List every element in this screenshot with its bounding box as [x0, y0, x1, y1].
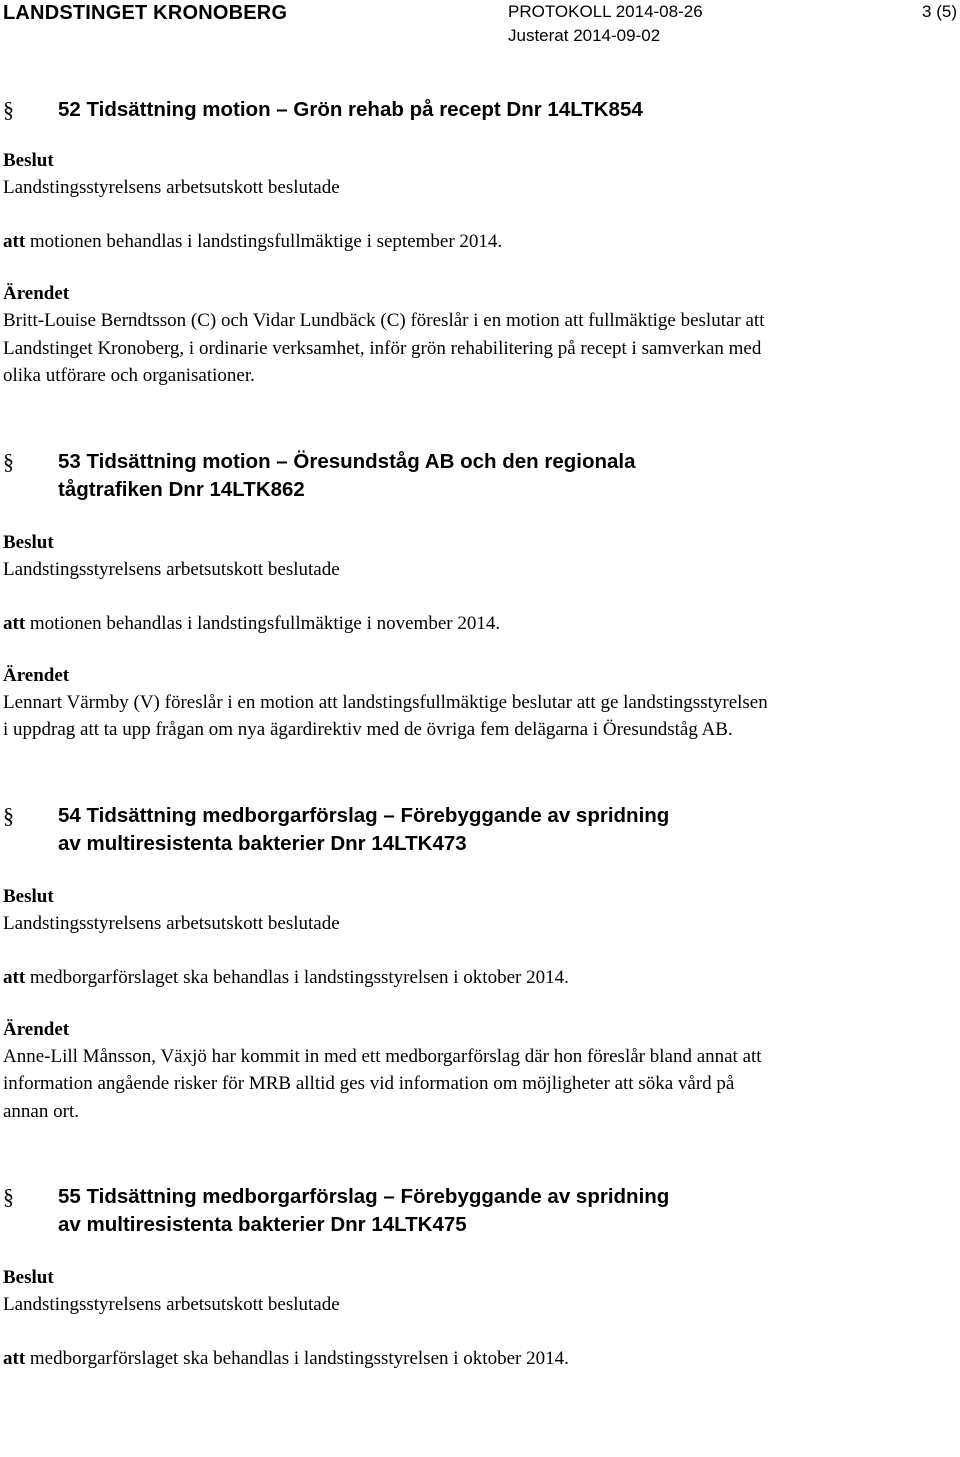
- heading-line-2: av multiresistenta bakterier Dnr 14LTK473: [58, 831, 467, 855]
- decision-line: [3, 228, 953, 255]
- section-heading: [3, 96, 758, 124]
- paragraph-sign: §: [3, 448, 14, 474]
- heading-line-2: av multiresistenta bakterier Dnr 14LTK475: [58, 1213, 467, 1236]
- section-heading: [3, 1183, 758, 1239]
- heading-line-1: 54 Tidsättning medborgarförslag – Förebyggande av spridning: [58, 803, 670, 827]
- section-heading: [3, 448, 758, 504]
- adjusted-date: Justerat 2014-09-02: [508, 26, 661, 45]
- decision-text: medborgarförslaget ska behandlas i landstingsstyrelsen i oktober 2014.: [29, 966, 569, 988]
- decision-line: [3, 610, 953, 637]
- att-word: att: [3, 612, 26, 634]
- arendet-label: Ärendet: [3, 283, 70, 304]
- protocol-date: PROTOKOLL 2014-08-26: [508, 2, 703, 21]
- decision-text: motionen behandlas i landstingsfullmäktige i november 2014.: [29, 612, 501, 634]
- arendet-label: Ärendet: [3, 1018, 70, 1040]
- decision-text: medborgarförslaget ska behandlas i landstingsstyrelsen i oktober 2014.: [29, 1348, 569, 1369]
- beslut-label: Beslut: [3, 1267, 54, 1288]
- committee-line: Landstingsstyrelsens arbetsutskott beslutade: [3, 558, 340, 580]
- committee-line: Landstingsstyrelsens arbetsutskott beslutade: [3, 1294, 340, 1315]
- section-52: [3, 96, 953, 390]
- att-word: att: [3, 1348, 26, 1369]
- paragraph-sign: §: [3, 1184, 14, 1209]
- section-heading: [3, 802, 758, 858]
- protocol-content: [3, 96, 953, 1372]
- heading-line-1: 55 Tidsättning medborgarförslag – Förebyggande av spridning: [58, 1185, 670, 1208]
- decision-text: motionen behandlas i landstingsfullmäktige i september 2014.: [29, 231, 503, 252]
- heading-text: 52 Tidsättning motion – Grön rehab på recept Dnr 14LTK854: [58, 98, 643, 121]
- att-word: att: [3, 966, 26, 988]
- heading-line-1: 53 Tidsättning motion – Öresundståg AB och den regionala: [58, 449, 636, 473]
- page-number: 3 (5): [922, 2, 957, 21]
- section-54: [3, 802, 953, 1126]
- decision-line: [3, 964, 953, 991]
- beslut-label: Beslut: [3, 531, 54, 553]
- committee-line: Landstingsstyrelsens arbetsutskott beslutade: [3, 912, 340, 934]
- paragraph-sign: §: [3, 97, 14, 122]
- arendet-text: Lennart Värmby (V) föreslår i en motion att landstingsfullmäktige beslutar att ge landstingsstyrelsen i uppdrag att ta upp frågan om nya ägardirektiv med de övriga fem delägarna i Öresundståg AB.: [3, 691, 768, 740]
- heading-line-2: tågtrafiken Dnr 14LTK862: [58, 477, 305, 501]
- paragraph-sign: §: [3, 802, 14, 828]
- decision-line: [3, 1345, 953, 1372]
- beslut-label: Beslut: [3, 885, 54, 907]
- section-55: [3, 1183, 953, 1372]
- arendet-text: Britt-Louise Berndtsson (C) och Vidar Lundbäck (C) föreslår i en motion att fullmäktige beslutar att Landstinget Kronoberg, i ordinarie verksamhet, inför grön rehabilitering på recept i samverkan med olika utförare och organisationer.: [3, 310, 765, 386]
- page-header: [0, 0, 960, 60]
- att-word: att: [3, 231, 26, 252]
- arendet-label: Ärendet: [3, 664, 70, 686]
- section-53: [3, 448, 953, 744]
- beslut-label: Beslut: [3, 150, 54, 171]
- committee-line: Landstingsstyrelsens arbetsutskott beslutade: [3, 177, 340, 198]
- arendet-text: Anne-Lill Månsson, Växjö har kommit in med ett medborgarförslag där hon föreslår bland annat att information angående risker för MRB alltid ges vid information om möjligheter att söka vård på annan ort.: [3, 1045, 762, 1122]
- organization-name: LANDSTINGET KRONOBERG: [3, 2, 288, 24]
